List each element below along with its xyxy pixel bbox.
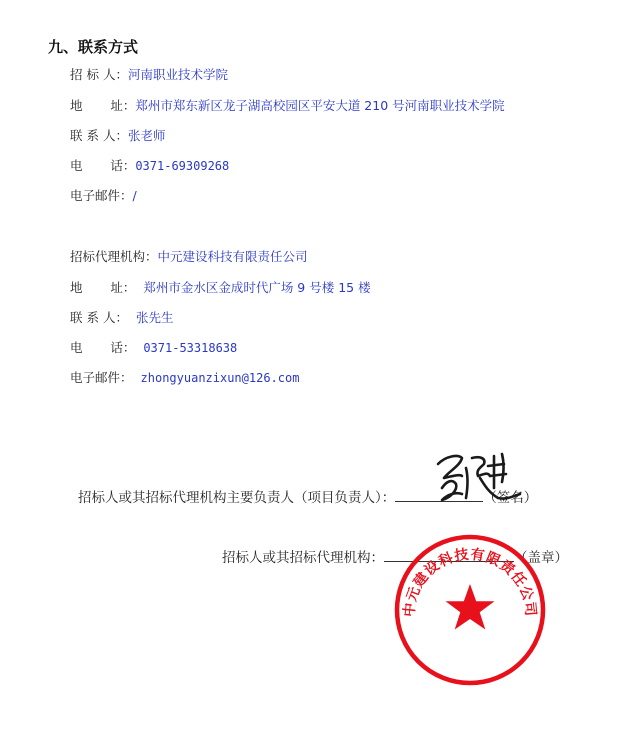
tenderer-phone-row [70, 157, 229, 175]
tenderer-contact-row [70, 127, 165, 145]
agency-address-label: 地 址： [70, 280, 136, 295]
organization-label: 招标人或其招标代理机构： [222, 550, 384, 566]
agency-name-row [70, 248, 308, 266]
agency-contact-row [70, 309, 173, 327]
handwritten-signature-icon [432, 448, 524, 506]
principal-label: 招标人或其招标代理机构主要负责人（项目负责人）： [78, 490, 396, 506]
tenderer-contact: 张老师 [127, 128, 166, 143]
agency-email-label: 电子邮件： [70, 370, 133, 385]
agency-contact: 张先生 [135, 310, 174, 325]
tenderer-contact-label: 联 系 人： [70, 128, 128, 143]
agency-phone: 0371-53318638 [143, 341, 238, 355]
agency-contact-label: 联 系 人： [70, 310, 128, 325]
agency-phone-label: 电 话： [70, 340, 136, 355]
company-seal-icon [392, 532, 548, 688]
tenderer-email: / [132, 188, 137, 203]
tenderer-name-row [70, 66, 228, 84]
tenderer-address-row [70, 97, 505, 115]
agency-address-row [70, 279, 371, 297]
tenderer-name: 河南职业技术学院 [127, 67, 228, 82]
organization-suffix: （盖章） [514, 550, 568, 566]
agency-email-row [70, 369, 299, 387]
agency-address: 郑州市金水区金成时代广场 9 号楼 15 楼 [143, 280, 371, 295]
svg-text:中元建设科技有限责任公司: 中元建设科技有限责任公司 [401, 546, 539, 618]
tenderer-email-row [70, 187, 137, 205]
tenderer-phone-label: 电 话： [70, 158, 136, 173]
section-title: 九、联系方式 [48, 38, 139, 56]
tenderer-email-label: 电子邮件： [70, 188, 133, 203]
agency-name: 中元建设科技有限责任公司 [157, 249, 308, 264]
tenderer-address: 郑州市郑东新区龙子湖高校园区平安大道 210 号河南职业技术学院 [135, 98, 505, 113]
agency-phone-row [70, 339, 237, 357]
agency-name-label: 招标代理机构： [70, 249, 158, 264]
tenderer-address-label: 地 址： [70, 98, 136, 113]
principal-suffix: （签名） [483, 490, 538, 506]
agency-email: zhongyuanzixun@126.com [140, 371, 300, 385]
tenderer-name-label: 招 标 人： [70, 67, 128, 82]
tenderer-phone: 0371-69309268 [135, 159, 230, 173]
